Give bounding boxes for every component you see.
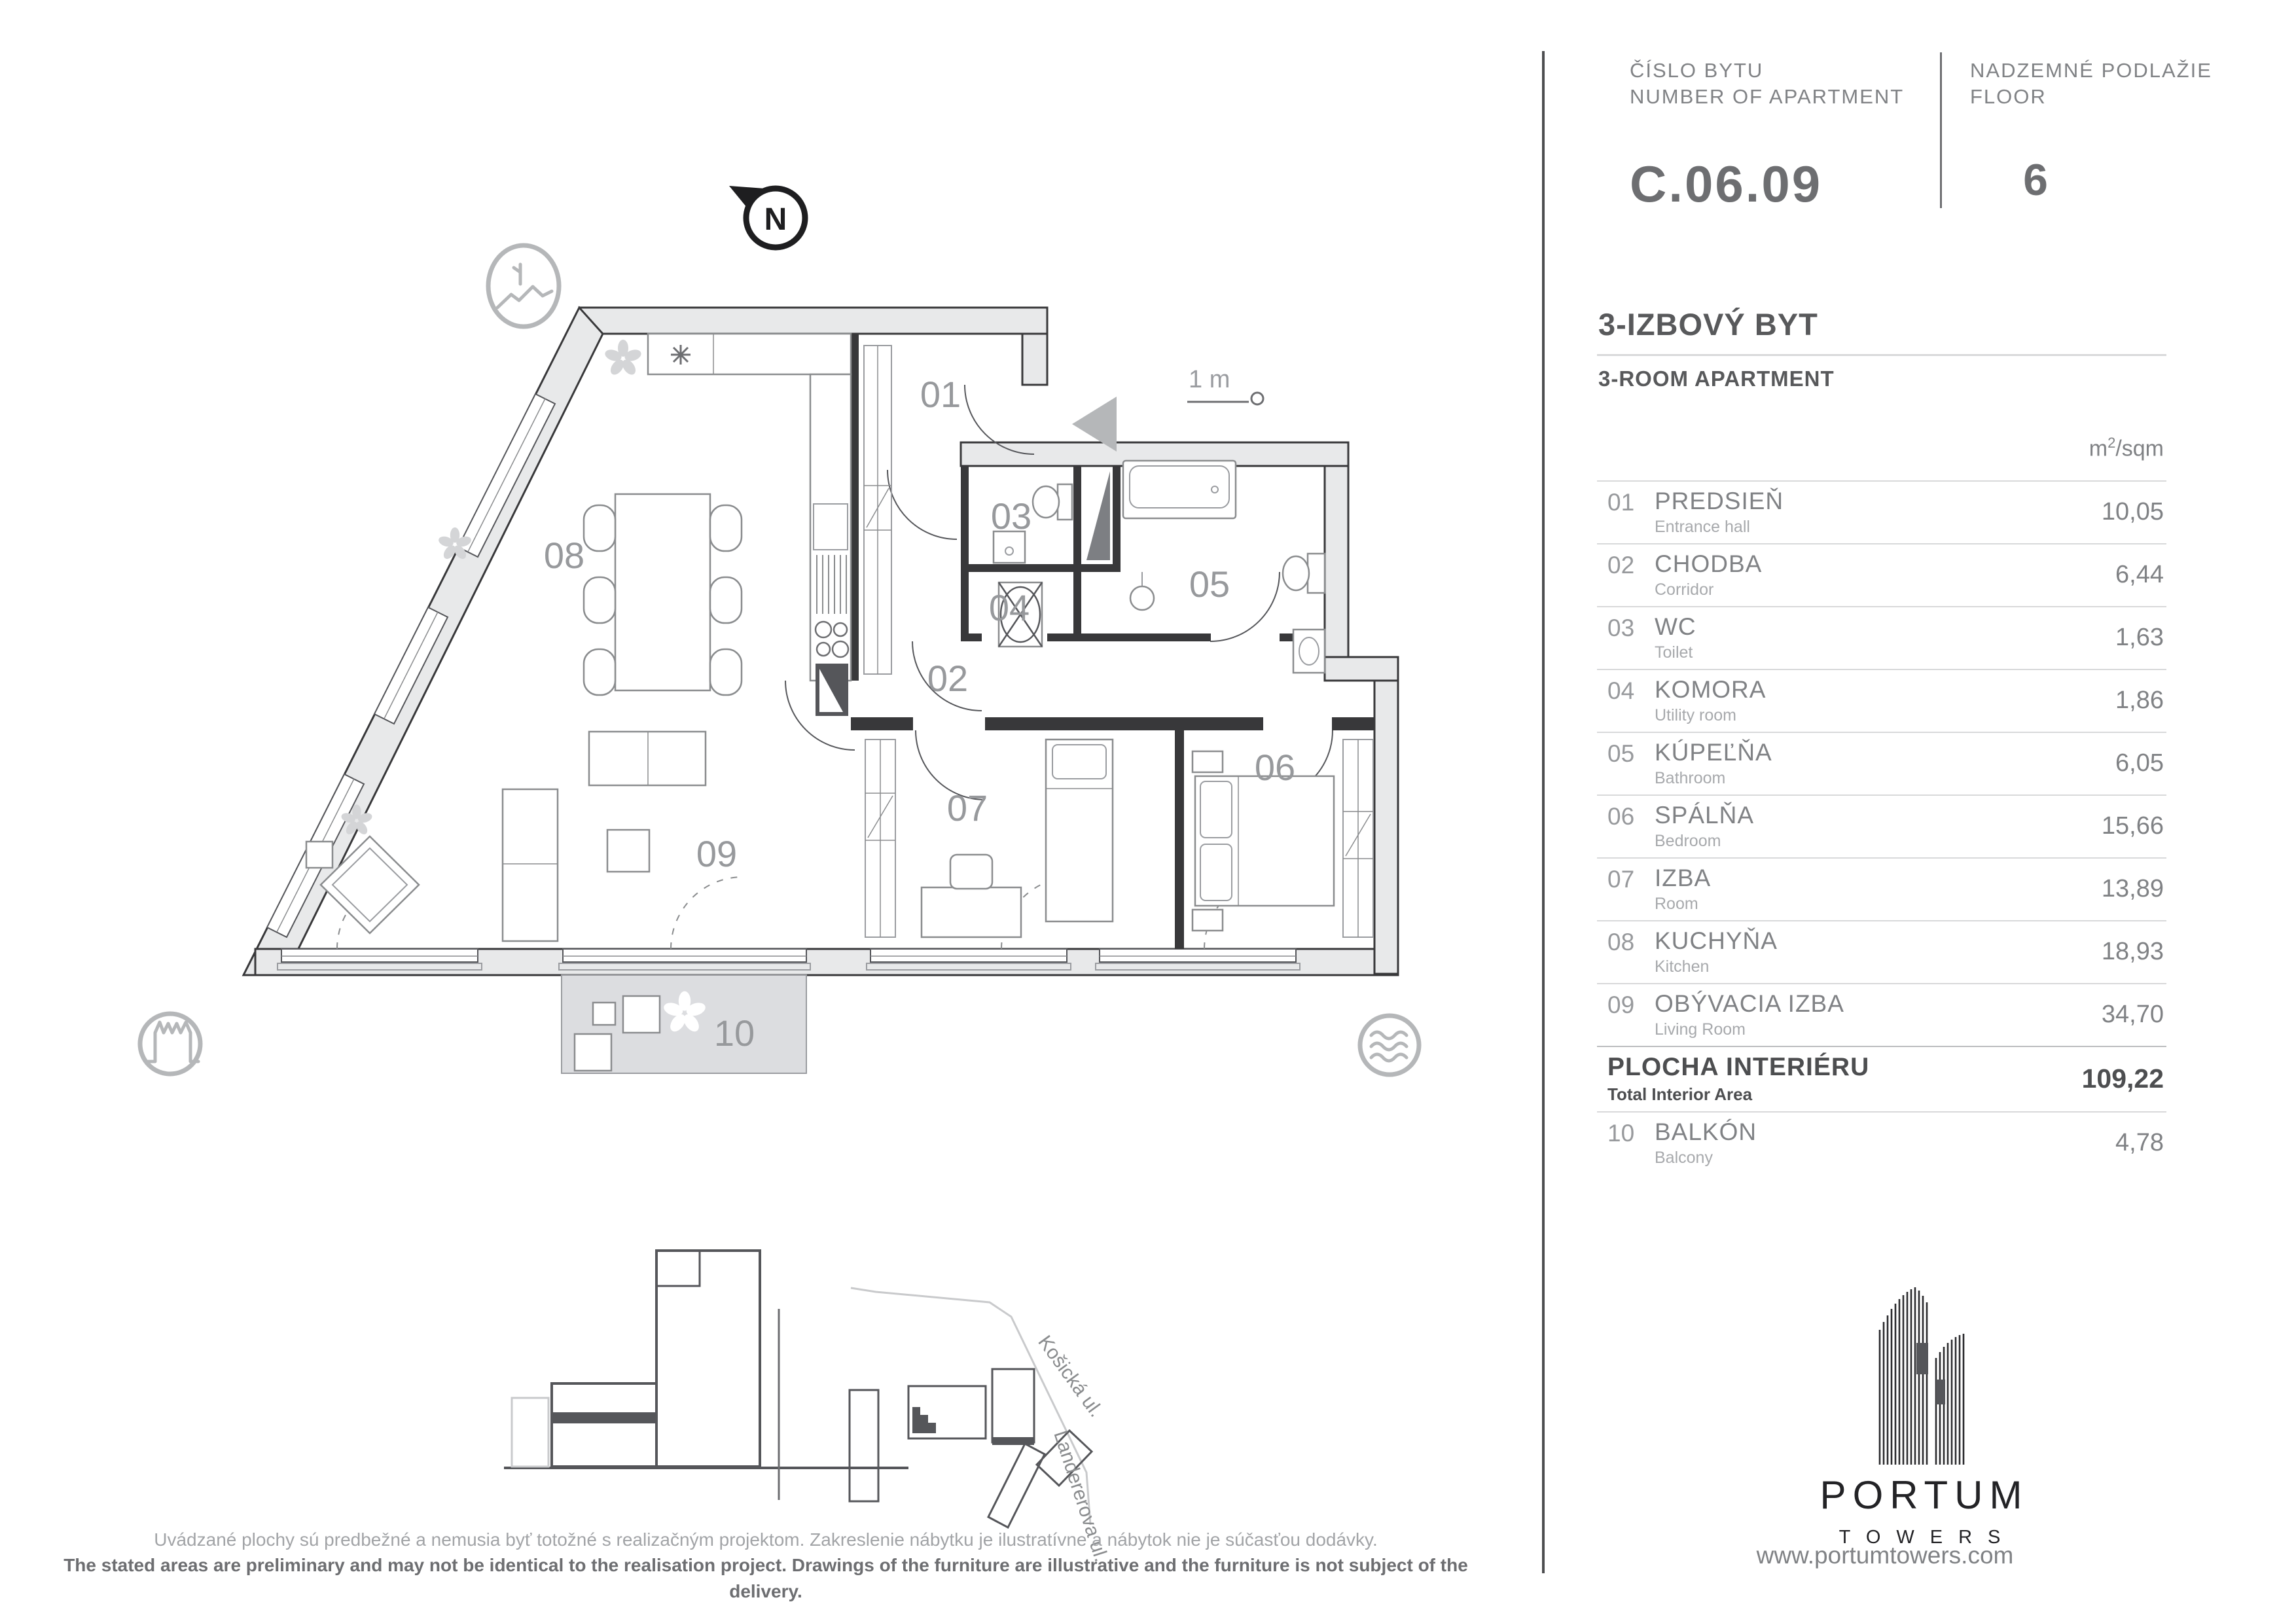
room-number: 10 — [1607, 1120, 1635, 1147]
room-label-06: 06 — [1254, 747, 1296, 788]
room-name-en: Entrance hall — [1655, 518, 1750, 536]
table-row — [1597, 1111, 2166, 1174]
building-elevation — [504, 1251, 908, 1468]
table-row — [1597, 794, 2166, 857]
total-label-sk: PLOCHA INTERIÉRU — [1607, 1053, 1870, 1081]
floor-label-sk: NADZEMNÉ PODLAŽIE — [1970, 59, 2212, 82]
room-area: 1,86 — [2115, 687, 2164, 714]
table-row — [1597, 669, 2166, 732]
room-label-01: 01 — [920, 374, 961, 415]
room-area: 10,05 — [2101, 498, 2164, 526]
room-number: 01 — [1607, 489, 1635, 516]
logo-portum: PORTUM — [1820, 1473, 2029, 1517]
apartment-type-title-en: 3-ROOM APARTMENT — [1598, 366, 1835, 391]
room-name-sk: OBÝVACIA IZBA — [1655, 990, 1844, 1017]
north-compass-icon — [729, 186, 805, 247]
floor-block — [1970, 58, 2245, 205]
room-number: 05 — [1607, 740, 1635, 767]
room-name-sk: KUCHYŇA — [1655, 927, 1778, 954]
total-label-en: Total Interior Area — [1607, 1084, 1753, 1104]
room-label-10: 10 — [713, 1012, 755, 1054]
room-number: 08 — [1607, 929, 1635, 955]
unit-prefix: m — [2089, 436, 2108, 461]
apartment-number-label-en: NUMBER OF APARTMENT — [1630, 85, 1905, 108]
room-name-sk: SPÁLŇA — [1655, 802, 1755, 829]
table-row — [1597, 857, 2166, 920]
room-label-05: 05 — [1189, 563, 1230, 605]
room-area: 4,78 — [2115, 1129, 2164, 1156]
table-row — [1597, 920, 2166, 983]
flower-icon — [603, 340, 643, 377]
scale-label: 1 m — [1189, 366, 1230, 393]
room-name-sk: IZBA — [1655, 865, 1712, 891]
room-area: 13,89 — [2101, 875, 2164, 902]
apartment-number-label-sk: ČÍSLO BYTU — [1630, 59, 1764, 82]
logo-towers: TOWERS — [1839, 1527, 2017, 1548]
street-label-kosicka: Košická ul. — [1033, 1331, 1107, 1421]
logo-wordmark — [1767, 1472, 2081, 1548]
room-name-en: Bathroom — [1655, 769, 1726, 787]
room-name-sk: KÚPEĽŇA — [1655, 739, 1772, 766]
room-area: 34,70 — [2101, 1001, 2164, 1028]
disclaimer-en: The stated areas are preliminary and may not be identical to the realisation project. Drawings of the furniture are illustrative and the furniture is not subject of the delivery. — [63, 1555, 1468, 1601]
room-area: 6,05 — [2115, 749, 2164, 777]
hall-wardrobe — [864, 346, 891, 674]
room-label-09: 09 — [696, 833, 738, 874]
star-icon — [671, 345, 691, 365]
room-name-sk: KOMORA — [1655, 676, 1767, 703]
room-name-en: Bedroom — [1655, 832, 1721, 850]
floor-value: 6 — [2023, 155, 2048, 205]
site-map — [850, 1288, 1112, 1564]
room-number: 02 — [1607, 552, 1635, 579]
room-area: 1,63 — [2115, 624, 2164, 651]
website-url: www.portumtowers.com — [1756, 1542, 2014, 1569]
apartment-type-section — [1597, 306, 2166, 391]
table-row — [1597, 983, 2166, 1046]
panel-divider — [1542, 51, 1545, 1573]
apartment-number-value: C.06.09 — [1630, 155, 1823, 213]
room-number: 04 — [1607, 677, 1635, 704]
balcony — [562, 975, 806, 1073]
room-label-04: 04 — [988, 587, 1030, 628]
waves-icon — [1360, 1016, 1419, 1075]
room-label-07: 07 — [946, 787, 988, 829]
apartment-number-block — [1630, 58, 1904, 214]
room-label-08: 08 — [543, 535, 585, 576]
north-label: N — [764, 202, 787, 237]
header-column-divider — [1940, 52, 1942, 208]
mountain-icon — [488, 245, 559, 327]
street-label-landererova: Landererova ul. — [1049, 1427, 1113, 1565]
room-area: 6,44 — [2115, 561, 2164, 588]
total-row — [1597, 1046, 2166, 1111]
kitchen-furniture — [584, 334, 851, 716]
unit-header — [1597, 435, 2164, 461]
table-row — [1597, 543, 2166, 606]
floor-label-en: FLOOR — [1970, 85, 2047, 108]
room-label-03: 03 — [990, 495, 1032, 537]
room-name-en: Room — [1655, 895, 1698, 913]
scale-bar — [1187, 366, 1263, 404]
apartment-type-title-sk: 3-IZBOVÝ BYT — [1598, 307, 1818, 342]
room-number: 06 — [1607, 803, 1635, 830]
room-name-en: Utility room — [1655, 706, 1737, 724]
disclaimer — [33, 1527, 1499, 1605]
total-area: 109,22 — [2081, 1063, 2164, 1094]
section-rule — [1597, 354, 2166, 356]
room-name-sk: PREDSIEŇ — [1655, 488, 1784, 514]
room-name-en: Corridor — [1655, 580, 1714, 599]
castle-icon — [140, 1014, 200, 1074]
room-area: 18,93 — [2101, 938, 2164, 965]
room-name-en: Balcony — [1655, 1149, 1713, 1167]
room-number: 07 — [1607, 866, 1635, 893]
room-area: 15,66 — [2101, 812, 2164, 840]
room-area-table — [1597, 480, 2166, 1174]
table-row — [1597, 606, 2166, 669]
unit-suffix: /sqm — [2115, 436, 2164, 461]
room-label-02: 02 — [927, 658, 969, 699]
room07-furniture — [865, 740, 1113, 937]
room-name-en: Kitchen — [1655, 957, 1710, 976]
table-row — [1597, 480, 2166, 543]
unit-sup: 2 — [2108, 435, 2116, 451]
room-name-sk: WC — [1655, 613, 1696, 640]
floor-plan — [140, 186, 1419, 1075]
room-name-sk: CHODBA — [1655, 550, 1763, 577]
disclaimer-sk: Uvádzané plochy sú predbežné a nemusia byť totožné s realizačným projektom. Zakreslenie nábytku je ilustratívne a nábytok nie je súčasťou dodávky. — [154, 1529, 1378, 1550]
room-name-sk: BALKÓN — [1655, 1118, 1757, 1145]
room-number: 03 — [1607, 615, 1635, 641]
room-name-en: Toilet — [1655, 643, 1693, 662]
room-number: 09 — [1607, 991, 1635, 1018]
table-row — [1597, 732, 2166, 794]
room-name-en: Living Room — [1655, 1020, 1746, 1039]
portum-towers-logo-icon — [1880, 1287, 1964, 1465]
